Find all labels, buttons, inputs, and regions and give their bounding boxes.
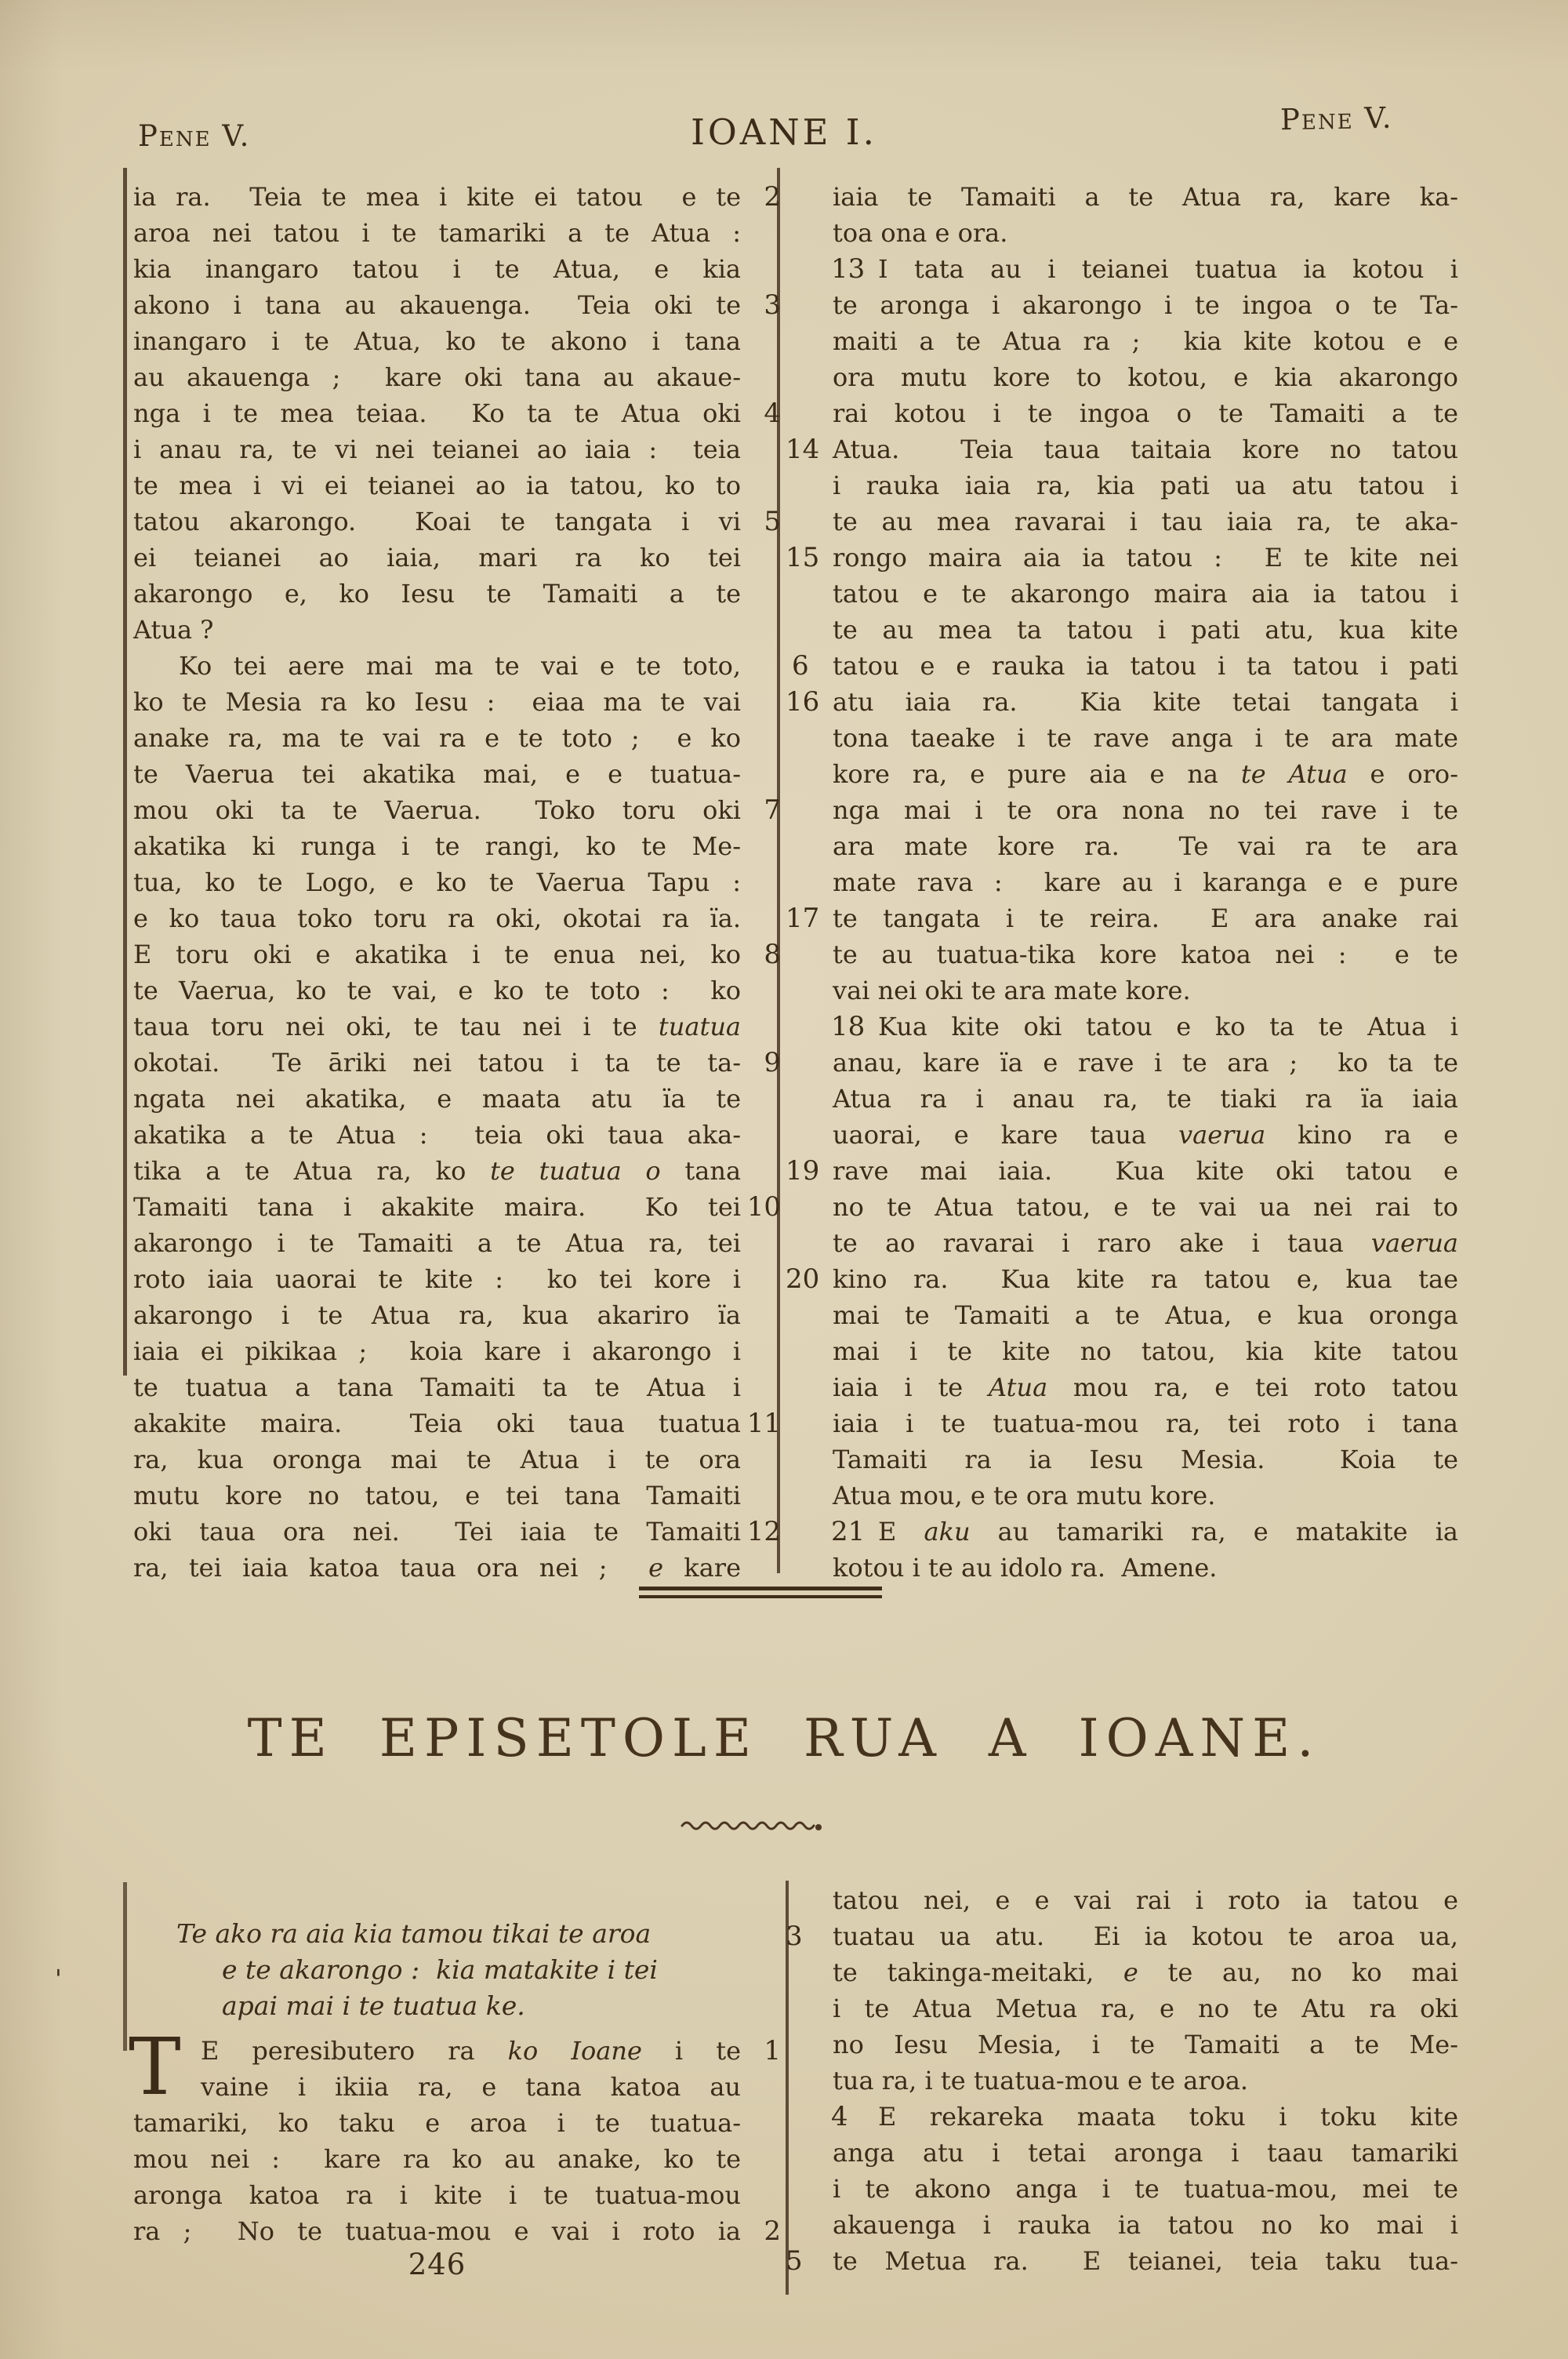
text-line	[133, 251, 741, 287]
top-right-column	[786, 179, 1459, 1586]
verse-number: 4	[764, 398, 781, 429]
verse-number: 19	[786, 1155, 820, 1187]
verse-text: te takinga-meitaki, e te au, no ko mai	[833, 1957, 1459, 1987]
text-line	[833, 648, 1458, 684]
text-line	[133, 1117, 741, 1153]
text-line	[176, 1952, 749, 1988]
drop-cap: T	[129, 2021, 181, 2113]
text-line	[833, 467, 1458, 503]
text-line	[833, 1225, 1458, 1261]
verse-text: rai kotou i te ingoa o te Tamaiti a te	[833, 398, 1458, 428]
text-line	[133, 1514, 781, 1550]
text-line	[786, 2243, 1458, 2279]
verse-text: mai te Tamaiti a te Atua, e kua oronga	[833, 1300, 1458, 1330]
text-line	[786, 1153, 1458, 1189]
verse-text: Ko tei aere mai ma te vai e te toto,	[179, 651, 741, 681]
verse-text: te Vaerua tei akatika mai, e e tuatua-	[133, 759, 741, 789]
verse-text: rave mai iaia. Kua kite oki tatou e	[833, 1156, 1458, 1186]
verse-number: 2	[764, 181, 781, 213]
text-line	[833, 612, 1458, 648]
verse-text: toa ona e ora.	[833, 218, 1008, 248]
verse-text: uaorai, e kare taua vaerua kino ra e	[833, 1120, 1458, 1150]
text-line	[133, 936, 781, 972]
verse-text: no Iesu Mesia, i te Tamaiti a te Me-	[833, 2030, 1458, 2059]
verse-text: ia ra. Teia te mea i kite ei tatou e te	[133, 182, 741, 212]
text-line	[133, 287, 781, 323]
text-line	[833, 1333, 1458, 1369]
verse-text: Tamaiti tana i akakite maira. Ko tei	[133, 1192, 741, 1222]
verse-text: i te Atua Metua ra, e no te Atu ra oki	[833, 1994, 1458, 2023]
text-line	[833, 1297, 1458, 1333]
verse-text: atu iaia ra. Kia kite tetai tangata i	[833, 687, 1458, 717]
running-head-right: Pene V.	[1279, 100, 1393, 137]
text-line	[786, 540, 1458, 576]
bottom-left-column	[129, 2021, 781, 2249]
verse-number: 15	[786, 542, 820, 573]
text-line	[833, 1405, 1458, 1441]
verse-text: tatou nei, e e vai rai i roto ia tatou e	[833, 1885, 1458, 1915]
verse-number: 5	[764, 506, 781, 537]
verse-text: akatika ki runga i te rangi, ko te Me-	[133, 831, 741, 861]
text-line	[176, 1916, 749, 1952]
verse-text: i rauka iaia ra, kia pati ua atu tatou i	[833, 471, 1458, 500]
verse-text: vaine i ikiia ra, e tana katoa au	[201, 2072, 741, 2102]
verse-text: no te Atua tatou, e te vai ua nei rai to	[833, 1192, 1458, 1222]
text-line	[133, 1369, 741, 1405]
verse-number: 4	[831, 2101, 848, 2132]
verse-text: iaia i te tuatua-mou ra, tei roto i tana	[833, 1408, 1458, 1438]
text-line	[833, 756, 1458, 792]
text-line	[833, 720, 1458, 756]
verse-number: 5	[786, 2245, 803, 2277]
text-line	[133, 540, 741, 576]
verse-text: akatika a te Atua : teia oki taua aka-	[133, 1120, 741, 1150]
verse-text: au akauenga ; kare oki tana au akaue-	[133, 362, 741, 392]
verse-number: 10	[746, 1191, 781, 1223]
text-line	[833, 2135, 1458, 2171]
verse-text: anga atu i tetai aronga i taau tamariki	[833, 2138, 1458, 2168]
text-line	[133, 1189, 781, 1225]
verse-text: E aku au tamariki ra, e matakite ia	[878, 1517, 1459, 1547]
text-line	[833, 936, 1458, 972]
verse-text: rongo maira aia ia tatou : E te kite nei	[833, 543, 1458, 572]
text-line	[133, 323, 741, 359]
verse-text: taua toru nei oki, te tau nei i te tuatua	[133, 1012, 741, 1041]
verse-text: te au tuatua-tika kore katoa nei : e te	[833, 940, 1458, 969]
verse-text: mou oki ta te Vaerua. Toko toru oki	[133, 795, 741, 825]
text-line	[833, 864, 1458, 900]
verse-text: Atua mou, e te ora mutu kore.	[833, 1481, 1216, 1510]
text-line	[133, 1009, 741, 1045]
text-line	[786, 684, 1458, 720]
verse-text: maiti a te Atua ra ; kia kite kotou e e	[833, 326, 1458, 356]
text-line	[833, 2171, 1458, 2207]
verse-text: vai nei oki te ara mate kore.	[833, 976, 1191, 1005]
text-line	[786, 1918, 1458, 1954]
text-line	[133, 1478, 741, 1514]
verse-text: anau, kare ïa e rave i te ara ; ko ta te	[833, 1048, 1458, 1078]
text-line	[133, 2069, 741, 2105]
verse-text: ko te Mesia ra ko Iesu : eiaa ma te vai	[133, 687, 741, 717]
verse-number: 20	[786, 1263, 820, 1295]
text-line	[133, 1045, 781, 1081]
verse-text: Atua. Teia taua taitaia kore no tatou	[833, 434, 1458, 464]
verse-text: te mea i vi ei teianei ao ia tatou, ko to	[133, 471, 741, 500]
verse-text: iaia i te Atua mou ra, e tei roto tatou	[833, 1372, 1459, 1402]
text-line	[786, 900, 1458, 936]
section-divider-rule	[639, 1587, 882, 1598]
text-line	[133, 1225, 741, 1261]
text-line	[133, 972, 741, 1009]
text-line	[133, 684, 741, 720]
text-line	[833, 1550, 1458, 1586]
verse-number: 1	[764, 2035, 781, 2066]
text-line	[786, 1261, 1458, 1297]
running-head-title: IOANE I.	[691, 111, 877, 153]
verse-text: kia inangaro tatou i te Atua, e kia	[133, 254, 741, 284]
text-line	[833, 972, 1458, 1009]
verse-text: akono i tana au akauenga. Teia oki te	[133, 290, 741, 320]
verse-text: kore ra, e pure aia e na te Atua e oro-	[833, 759, 1459, 789]
verse-text: te tangata i te reira. E ara anake rai	[833, 903, 1458, 933]
stray-mark: '	[55, 1964, 62, 1994]
text-line	[833, 1990, 1458, 2026]
text-line	[833, 1081, 1458, 1117]
text-line	[133, 1297, 741, 1333]
verse-text: nga mai i te ora nona no tei rave i te	[833, 795, 1458, 825]
text-line	[833, 2207, 1458, 2243]
text-line	[133, 720, 741, 756]
verse-text: ei teianei ao iaia, mari ra ko tei	[133, 543, 741, 572]
text-line	[833, 828, 1458, 864]
text-line	[786, 431, 1458, 467]
verse-text: iaia ei pikikaa ; koia kare i akarongo i	[133, 1336, 741, 1366]
verse-number: 21	[831, 1516, 866, 1547]
verse-text: tua ra, i te tuatua-mou e te aroa.	[833, 2066, 1249, 2095]
text-line	[133, 1550, 741, 1586]
verse-number: 14	[786, 434, 820, 465]
verse-text: ra, tei iaia katoa taua ora nei ; e kare	[133, 1553, 741, 1583]
text-line	[133, 1153, 741, 1189]
verse-number: 13	[831, 253, 866, 285]
text-line	[133, 828, 741, 864]
verse-number: 6	[792, 650, 809, 682]
verse-text: e ko taua toko toru ra oki, okotai ra ïa.	[133, 903, 741, 933]
verse-text: tatou akarongo. Koai te tangata i vi	[133, 507, 741, 536]
verse-number: 16	[786, 686, 820, 718]
verse-text: ra, kua oronga mai te Atua i te ora	[133, 1445, 741, 1474]
text-line	[133, 576, 741, 612]
verse-text: tua, ko te Logo, e ko te Vaerua Tapu :	[133, 867, 741, 897]
verse-text: tika a te Atua ra, ko te tuatua o tana	[133, 1156, 742, 1186]
verse-number: 8	[764, 939, 781, 970]
text-line	[833, 323, 1458, 359]
verse-text: E toru oki e akatika i te enua nei, ko	[133, 940, 741, 969]
verse-text: anake ra, ma te vai ra e te toto ; e ko	[133, 723, 741, 753]
verse-text: apai mai i te tuatua ke.	[222, 1990, 525, 2021]
verse-text: i te akono anga i te tuatua-mou, mei te	[833, 2174, 1458, 2204]
page-number: 246	[408, 2248, 466, 2281]
verse-text: te tuatua a tana Tamaiti ta te Atua i	[133, 1372, 741, 1402]
text-line	[833, 287, 1458, 323]
verse-text: e te akarongo : kia matakite i tei	[222, 1954, 658, 1985]
text-line	[133, 2033, 781, 2069]
text-line	[133, 792, 781, 828]
text-line	[133, 215, 741, 251]
text-line	[833, 1045, 1458, 1081]
verse-text: mutu kore no tatou, e tei tana Tamaiti	[133, 1481, 741, 1510]
text-line	[833, 1478, 1458, 1514]
text-line	[133, 1333, 741, 1369]
verse-text: inangaro i te Atua, ko te akono i tana	[133, 326, 741, 356]
verse-text: aroa nei tatou i te tamariki a te Atua :	[133, 218, 741, 248]
verse-text: mate rava : kare au i karanga e e pure	[833, 867, 1458, 897]
verse-number: 18	[831, 1011, 866, 1042]
text-line	[133, 1081, 741, 1117]
bottom-right-column	[786, 1882, 1459, 2279]
text-line	[833, 1441, 1458, 1478]
verse-text: ora mutu kore to kotou, e kia akarongo	[833, 362, 1458, 392]
verse-number: 3	[786, 1921, 803, 1952]
verse-text: te Vaerua, ko te vai, e ko te toto : ko	[133, 976, 741, 1005]
text-line	[133, 756, 741, 792]
text-line	[133, 179, 781, 215]
text-line	[133, 612, 741, 648]
verse-text: nga i te mea teiaa. Ko ta te Atua oki	[133, 398, 741, 428]
verse-text: akarongo e, ko Iesu te Tamaiti a te	[133, 579, 741, 609]
text-line	[833, 215, 1458, 251]
verse-text: I tata au i teianei tuatua ia kotou i	[878, 254, 1458, 284]
text-line	[176, 1988, 749, 2024]
verse-text: Tamaiti ra ia Iesu Mesia. Koia te	[833, 1445, 1458, 1474]
verse-text: te aronga i akarongo i te ingoa o te Ta-	[833, 290, 1458, 320]
verse-text: ra ; No te tuatua-mou e vai i roto ia	[133, 2216, 741, 2246]
verse-text: tuatau ua atu. Ei ia kotou te aroa ua,	[833, 1921, 1458, 1951]
wavy-ornament	[681, 1818, 831, 1835]
verse-text: te au mea ravarai i tau iaia ra, te aka-	[833, 507, 1458, 536]
text-line	[833, 2099, 1458, 2135]
verse-text: ngata nei akatika, e maata atu ïa te	[133, 1084, 741, 1114]
verse-text: akarongo i te Atua ra, kua akariro ïa	[133, 1300, 741, 1330]
verse-text: akakite maira. Teia oki taua tuatua	[133, 1408, 741, 1438]
text-line	[133, 395, 781, 431]
verse-text: mou nei : kare ra ko au anake, ko te	[133, 2144, 741, 2174]
verse-text: i anau ra, te vi nei teianei ao iaia : teia	[133, 434, 741, 464]
text-line	[833, 576, 1458, 612]
text-line	[133, 900, 741, 936]
verse-number: 7	[764, 794, 781, 826]
verse-text: Kua kite oki tatou e ko ta te Atua i	[878, 1012, 1458, 1041]
verse-text: te au mea ta tatou i pati atu, kua kite	[833, 615, 1458, 645]
text-line	[833, 1369, 1458, 1405]
verse-text: roto iaia uaorai te kite : ko tei kore i	[133, 1264, 741, 1294]
text-line	[833, 1514, 1458, 1550]
text-line	[133, 467, 741, 503]
column-divider-rule-top	[777, 168, 780, 1573]
verse-text: aronga katoa ra i kite i te tuatua-mou	[133, 2180, 741, 2210]
text-line	[833, 1009, 1458, 1045]
verse-text: Atua ?	[133, 615, 214, 645]
text-line	[833, 359, 1458, 395]
text-line	[833, 1189, 1458, 1225]
text-line	[133, 2141, 741, 2177]
text-line	[133, 2177, 741, 2213]
text-line	[133, 864, 741, 900]
verse-text: Atua ra i anau ra, te tiaki ra ïa iaia	[833, 1084, 1458, 1114]
text-line	[133, 359, 741, 395]
text-line	[133, 1405, 781, 1441]
verse-text: Te ako ra aia kia tamou tikai te aroa	[176, 1918, 652, 1949]
text-line	[833, 1954, 1458, 1990]
text-line	[833, 395, 1458, 431]
verse-text: tona taeake i te rave anga i te ara mate	[833, 723, 1458, 753]
verse-text: tatou e e rauka ia tatou i ta tatou i pati	[833, 651, 1458, 681]
text-line	[133, 2105, 741, 2141]
text-line	[133, 1261, 741, 1297]
verse-text: oki taua ora nei. Tei iaia te Tamaiti	[133, 1517, 741, 1547]
verse-text: kino ra. Kua kite ra tatou e, kua tae	[833, 1264, 1458, 1294]
verse-text: iaia te Tamaiti a te Atua ra, kare ka-	[833, 182, 1458, 212]
verse-text: akauenga i rauka ia tatou no ko mai i	[833, 2210, 1458, 2240]
verse-text: ara mate kore ra. Te vai ra te ara	[833, 831, 1458, 861]
verse-number: 2	[764, 2215, 781, 2247]
text-line	[133, 648, 809, 684]
text-line	[133, 2213, 781, 2249]
text-line	[833, 179, 1458, 215]
verse-text: mai i te kite no tatou, kia kite tatou	[833, 1336, 1458, 1366]
epistle-title: TE EPISETOLE RUA A IOANE.	[247, 1708, 1321, 1768]
text-line	[833, 2026, 1458, 2063]
text-line	[833, 251, 1458, 287]
text-line	[133, 1441, 741, 1478]
left-margin-rule	[123, 168, 127, 1376]
verse-text: te Metua ra. E teianei, teia taku tua-	[833, 2246, 1458, 2276]
text-line	[833, 792, 1458, 828]
verse-text: te ao ravarai i raro ake i taua vaerua	[833, 1228, 1458, 1258]
verse-text: okotai. Te āriki nei tatou i ta te ta-	[133, 1048, 741, 1078]
verse-text: akarongo i te Tamaiti a te Atua ra, tei	[133, 1228, 741, 1258]
verse-number: 3	[764, 289, 781, 321]
verse-number: 11	[746, 1408, 781, 1439]
chapter-summary	[176, 1916, 749, 2024]
text-line	[133, 431, 741, 467]
verse-number: 17	[786, 903, 820, 934]
verse-text: tamariki, ko taku e aroa i te tuatua-	[133, 2108, 741, 2138]
verse-text: E rekareka maata toku i toku kite	[878, 2102, 1458, 2132]
left-margin-rule-bottom	[123, 1882, 127, 2051]
verse-text: tatou e te akarongo maira aia ia tatou i	[833, 579, 1458, 609]
verse-number: 9	[764, 1047, 781, 1078]
text-line	[833, 1882, 1458, 1918]
text-line	[833, 1117, 1458, 1153]
verse-text: kotou i te au idolo ra. Amene.	[833, 1553, 1218, 1583]
running-head-left: Pene V.	[138, 119, 251, 153]
verse-number: 12	[746, 1516, 781, 1547]
text-line	[833, 503, 1458, 540]
verse-text: E peresibutero ra ko Ioane i te	[201, 2036, 741, 2066]
text-line	[833, 2063, 1458, 2099]
text-line	[133, 503, 781, 540]
